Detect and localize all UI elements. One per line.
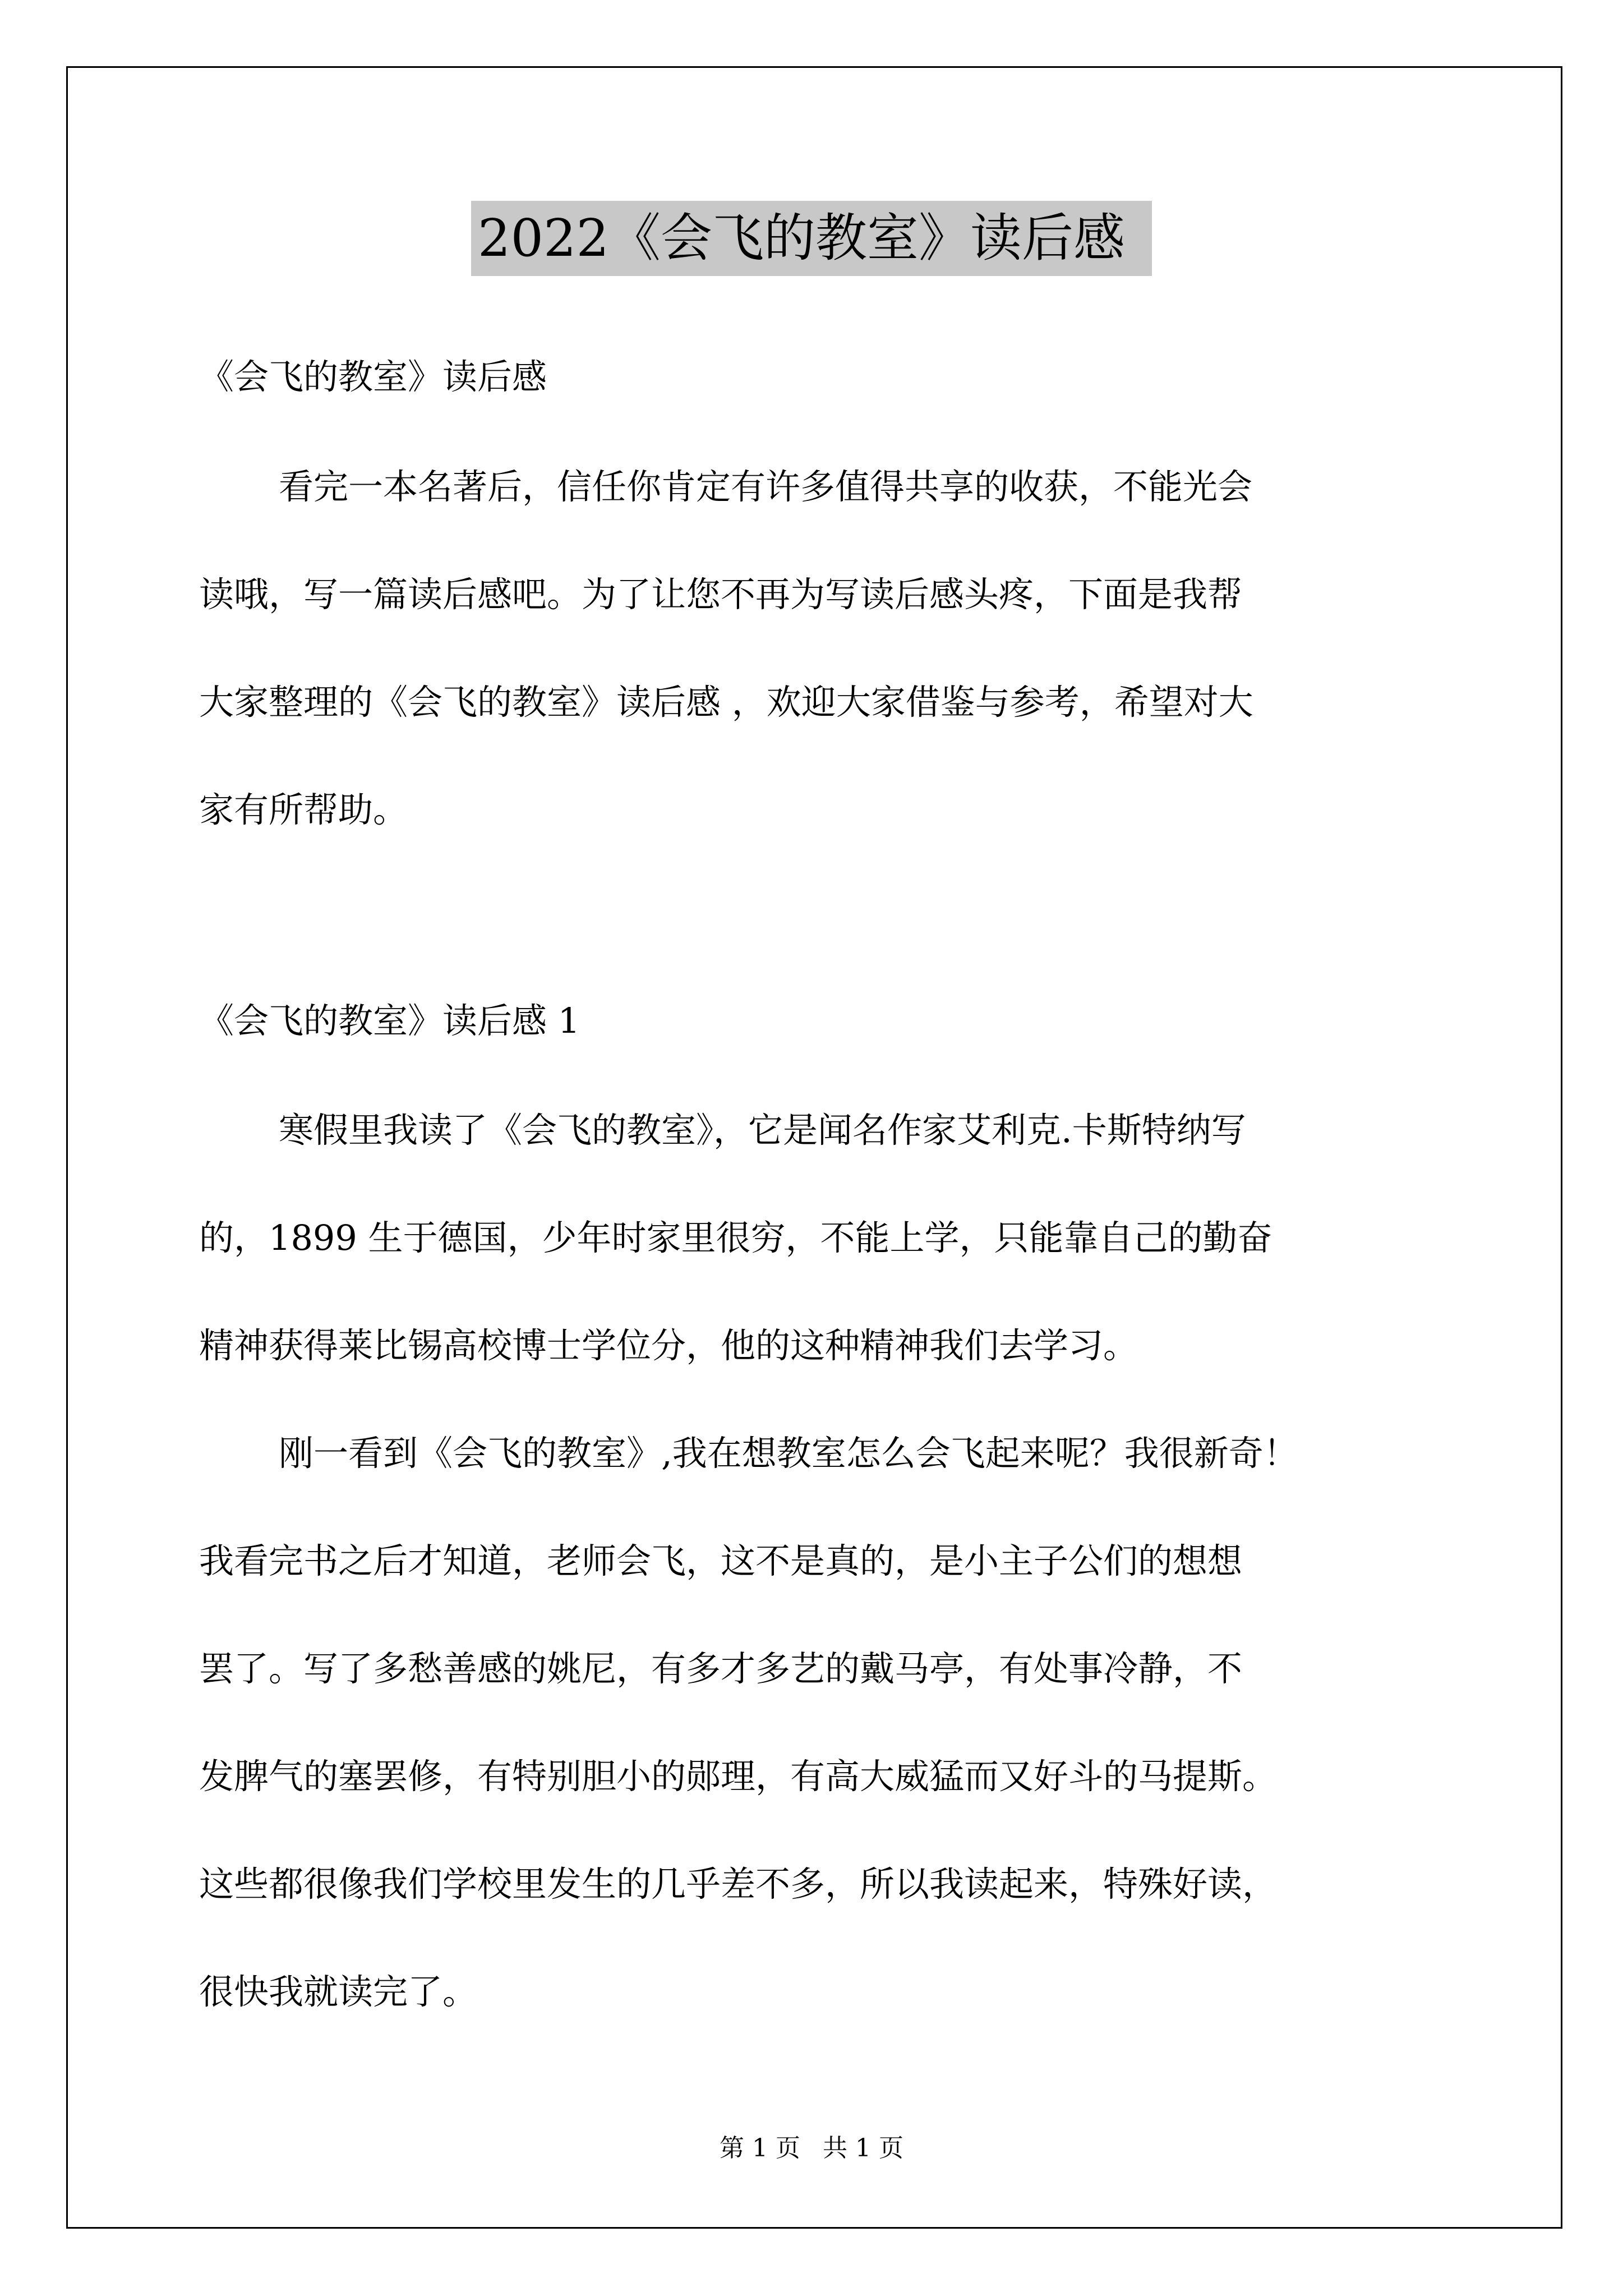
essay1-para1-line: 寒假里我读了《会飞的教室》，它是闻名作家艾利克.卡斯特纳写 bbox=[279, 1110, 1246, 1151]
intro-line: 家有所帮助。 bbox=[199, 789, 408, 830]
essay1-para1-line: 的，1899 生于德国，少年时家里很穷，不能上学，只能靠自己的勤奋 bbox=[199, 1217, 1272, 1258]
page-number-total: 共 1 页 bbox=[823, 2134, 903, 2162]
essay1-heading: 《会飞的教室》读后感 1 bbox=[199, 1000, 580, 1041]
essay1-para2-line: 我看完书之后才知道，老师会飞，这不是真的，是小主子公们的想想 bbox=[199, 1540, 1243, 1581]
essay1-para2-line: 刚一看到《会飞的教室》,我在想教室怎么会飞起来呢？我很新奇！ bbox=[279, 1433, 1298, 1474]
intro-line: 读哦，写一篇读后感吧。为了让您不再为写读后感头疼，下面是我帮 bbox=[199, 574, 1243, 615]
intro-line: 大家整理的《会飞的教室》读后感 ，欢迎大家借鉴与参考，希望对大 bbox=[199, 682, 1253, 723]
essay1-para1-line: 精神获得莱比锡高校博士学位分，他的这种精神我们去学习。 bbox=[199, 1325, 1138, 1366]
essay1-para2-line: 发脾气的塞罢修，有特别胆小的郧理，有高大威猛而又好斗的马提斯。 bbox=[199, 1756, 1278, 1797]
intro-heading: 《会飞的教室》读后感 bbox=[199, 356, 547, 397]
essay1-para2-line: 这些都很像我们学校里发生的几乎差不多，所以我读起来，特殊好读， bbox=[199, 1864, 1278, 1904]
document-title: 2022《会飞的教室》读后感 bbox=[471, 201, 1152, 276]
intro-line: 看完一本名著后，信任你肯定有许多值得共享的收获，不能光会 bbox=[279, 466, 1253, 507]
essay1-para2-line: 罢了。写了多愁善感的姚尼，有多才多艺的戴马亭，有处事冷静，不 bbox=[199, 1648, 1243, 1689]
page-number-current: 第 1 页 bbox=[720, 2134, 800, 2162]
page-footer bbox=[0, 2132, 1623, 2165]
essay1-para2-line: 很快我就读完了。 bbox=[199, 1971, 478, 2012]
title-container bbox=[0, 201, 1623, 276]
